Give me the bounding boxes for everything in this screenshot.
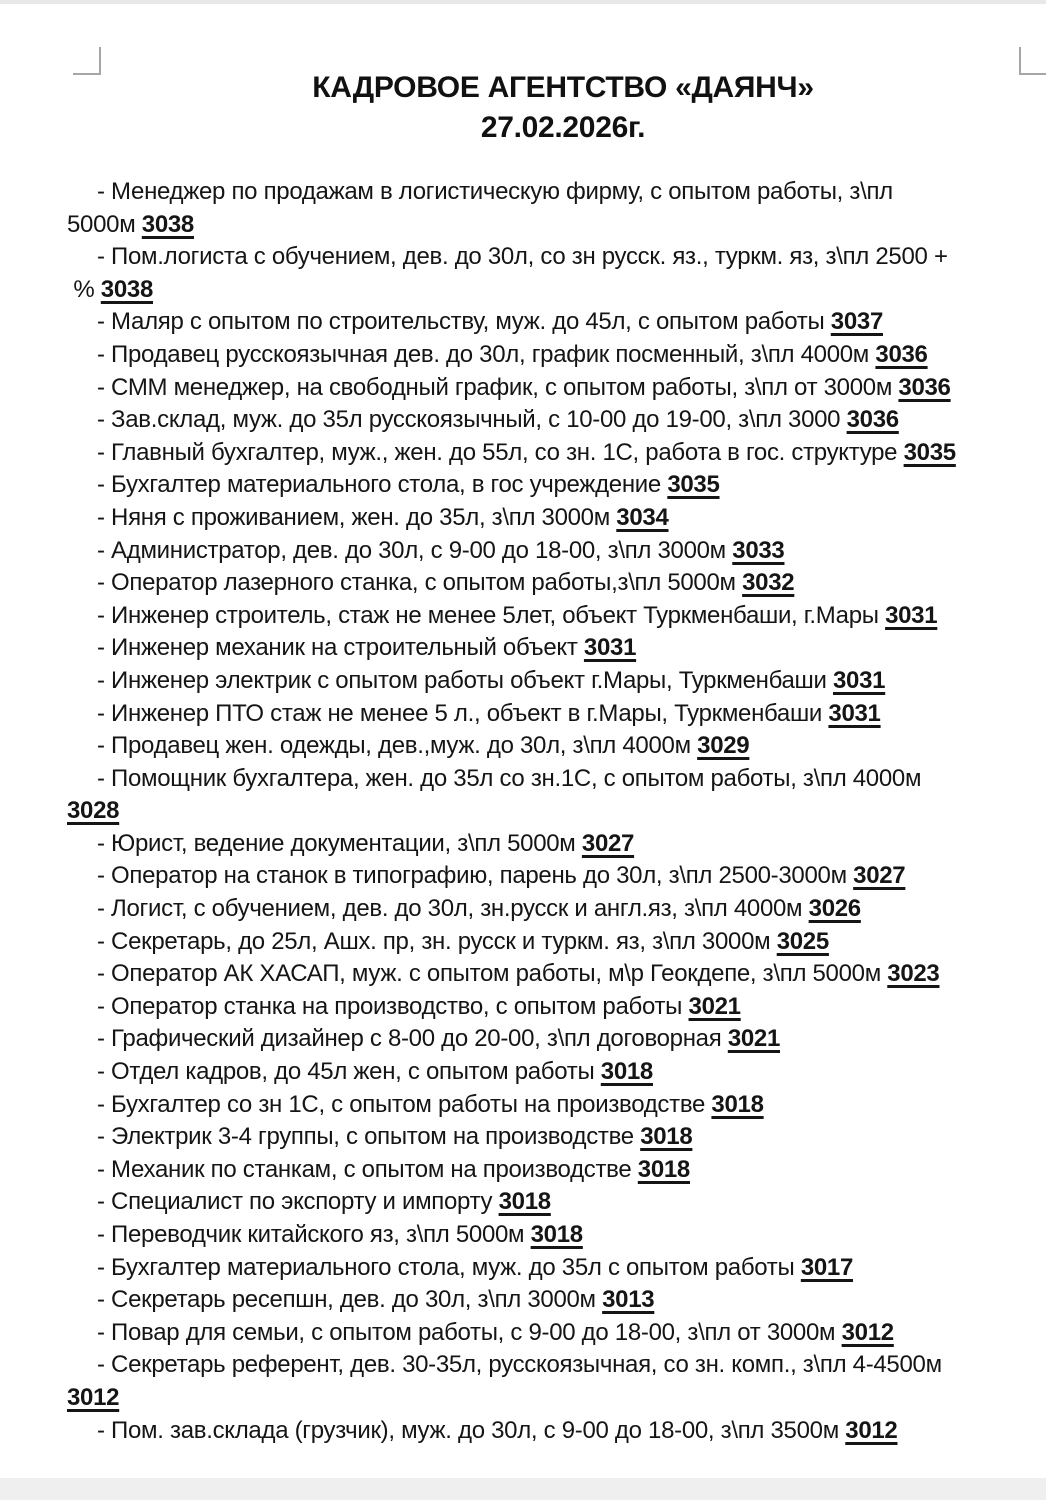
vacancy-text: - Оператор на станок в типографию, парень до 30л, з\пл 2500-3000м [97,862,847,890]
vacancy-line [67,535,1025,568]
vacancy-line [67,763,1025,796]
vacancy-item [67,1121,1025,1154]
vacancy-line [67,372,1025,405]
vacancy-line [67,1252,1025,1285]
vacancy-item [67,437,1025,470]
vacancy-code: 3012 [845,1416,898,1444]
vacancy-item [67,1186,1025,1219]
vacancy-text: - Секретарь, до 25л, Ашх. пр, зн. русск и туркм. яз, з\пл 3000м [97,927,771,955]
vacancy-text: - Логист, с обучением, дев. до 30л, зн.русск и англ.яз, з\пл 4000м [97,895,803,923]
vacancy-text: - Маляр с опытом по строительству, муж. до 45л, с опытом работы [97,308,825,336]
vacancy-line [67,860,1025,893]
vacancy-line [67,502,1025,535]
vacancy-item [67,241,1025,306]
vacancy-line [67,1154,1025,1187]
vacancy-item [67,372,1025,405]
vacancy-code: 3023 [887,960,940,988]
vacancy-text: - Повар для семьи, с опытом работы, с 9-00 до 18-00, з\пл от 3000м [97,1318,836,1346]
vacancy-item [67,1154,1025,1187]
vacancy-code: 3021 [688,992,741,1020]
vacancy-line [67,1121,1025,1154]
vacancy-code: 3034 [616,503,669,531]
vacancy-text: - Графический дизайнер с 8-00 до 20-00, з\пл договорная [97,1025,722,1053]
vacancy-line [67,926,1025,959]
vacancy-item [67,469,1025,502]
vacancy-text: - Няня с проживанием, жен. до 35л, з\пл 3000м [97,503,610,531]
vacancy-text: - Продавец русскоязычная дев. до 30л, график посменный, з\пл 4000м [97,340,870,368]
vacancy-code: 3035 [903,438,956,466]
vacancy-text: - Отдел кадров, до 45л жен, с опытом работы [97,1058,595,1086]
vacancy-code: 3026 [808,895,861,923]
vacancy-item [67,176,1025,241]
vacancy-item [67,600,1025,633]
vacancy-list [67,176,1025,1447]
vacancy-code: 3029 [697,732,750,760]
vacancy-line [67,339,1025,372]
vacancy-text: - Менеджер по продажам в логистическую фирму, с опытом работы, з\пл [97,178,893,205]
vacancy-item [67,404,1025,437]
vacancy-code: 3038 [141,210,194,238]
vacancy-text: - Зав.склад, муж. до 35л русскоязычный, с 10-00 до 19-00, з\пл 3000 [97,406,841,434]
vacancy-item [67,567,1025,600]
bottom-edge-strip [0,1478,1046,1500]
vacancy-code: 3012 [841,1318,894,1346]
vacancy-code: 3032 [742,569,795,597]
vacancy-item [67,502,1025,535]
vacancy-line [67,600,1025,633]
vacancy-text: - Секретарь ресепшн, дев. до 30л, з\пл 3000м [97,1286,596,1314]
vacancy-code: 3017 [800,1253,854,1281]
vacancy-line [67,795,1025,828]
vacancy-code: 3038 [100,275,153,303]
vacancy-code: 3012 [67,1383,120,1411]
vacancy-line [67,698,1025,731]
vacancy-item [67,632,1025,665]
vacancy-item [67,860,1025,893]
vacancy-line [67,274,1025,307]
vacancy-code: 3036 [846,406,899,434]
vacancy-text: - Оператор АК ХАСАП, муж. с опытом работы, м\р Геокдепе, з\пл 5000м [97,960,881,988]
vacancy-text: - Инженер строитель, стаж не менее 5лет, объект Туркменбаши, г.Мары [97,601,879,629]
vacancy-text: - Инженер электрик с опытом работы объект г.Мары, Туркменбаши [97,666,827,694]
vacancy-line [67,1219,1025,1252]
vacancy-text: - Продавец жен. одежды, дев.,муж. до 30л, з\пл 4000м [97,732,691,760]
vacancy-item [67,991,1025,1024]
vacancy-line [67,404,1025,437]
vacancy-text: - Механик по станкам, с опытом на производстве [97,1155,632,1183]
vacancy-line [67,632,1025,665]
vacancy-item [67,306,1025,339]
vacancy-text: - Секретарь референт, дев. 30-35л, русскоязычная, со зн. комп., з\пл 4-4500м [97,1351,942,1379]
vacancy-line [67,1089,1025,1122]
vacancy-text: - Юрист, ведение документации, з\пл 5000м [97,829,576,857]
vacancy-line [67,893,1025,926]
document-header [100,68,1026,148]
vacancy-line [67,828,1025,861]
vacancy-item [67,1349,1025,1414]
vacancy-line [67,1284,1025,1317]
vacancy-line [67,1349,1025,1382]
vacancy-line [67,1317,1025,1350]
vacancy-text: - Инженер ПТО стаж не менее 5 л., объект в г.Мары, Туркменбаши [97,699,823,727]
vacancy-item [67,1056,1025,1089]
vacancy-item [67,893,1025,926]
vacancy-code: 3018 [600,1058,653,1086]
vacancy-line [67,665,1025,698]
vacancy-line [67,469,1025,502]
vacancy-item [67,926,1025,959]
vacancy-code: 3031 [583,634,637,662]
vacancy-text: - Специалист по экспорту и импорту [97,1188,493,1216]
vacancy-code: 3028 [67,797,120,825]
vacancy-line [67,1382,1025,1415]
vacancy-item [67,1023,1025,1056]
vacancy-code: 3036 [898,373,951,401]
document-date: 27.02.2026г. [480,111,646,144]
vacancy-item [67,763,1025,828]
vacancy-code: 3018 [711,1090,764,1118]
vacancy-line [67,730,1025,763]
page-title: КАДРОВОЕ АГЕНТСТВО «ДАЯНЧ» [312,71,814,104]
vacancy-code: 3031 [828,699,881,727]
vacancy-item [67,828,1025,861]
vacancy-item [67,1089,1025,1122]
vacancy-text: - Бухгалтер со зн 1С, с опытом работы на производстве [97,1090,706,1118]
vacancy-text: - Переводчик китайского яз, з\пл 5000м [97,1221,525,1248]
vacancy-line [67,176,1025,209]
vacancy-item [67,1284,1025,1317]
vacancy-text: - Пом.логиста с обучением, дев. до 30л, со зн русск. яз., туркм. яз, з\пл 2500 + [97,243,948,271]
vacancy-code: 3018 [640,1123,693,1151]
vacancy-item [67,1219,1025,1252]
vacancy-text: - Главный бухгалтер, муж., жен. до 55л, со зн. 1С, работа в гос. структуре [97,438,898,466]
vacancy-code: 3031 [833,666,886,694]
vacancy-code: 3025 [776,927,829,955]
vacancy-text: % [67,275,95,303]
vacancy-line [67,1056,1025,1089]
vacancy-item [67,698,1025,731]
vacancy-code: 3031 [885,601,938,629]
vacancy-code: 3035 [667,471,720,499]
vacancy-text: - Бухгалтер материального стола, в гос учреждение [97,471,661,499]
vacancy-code: 3033 [732,536,785,564]
vacancy-line [67,958,1025,991]
vacancy-line [67,1023,1025,1056]
vacancy-code: 3027 [853,862,906,890]
text-boundary-corner-left-icon [73,47,101,75]
vacancy-item [67,535,1025,568]
vacancy-code: 3013 [602,1286,655,1314]
vacancy-item [67,1252,1025,1285]
vacancy-text: - Помощник бухгалтера, жен. до 35л со зн.1С, с опытом работы, з\пл 4000м [97,764,922,792]
vacancy-code: 3021 [727,1025,781,1053]
vacancy-code: 3018 [498,1188,551,1216]
vacancy-text: 5000м [67,210,136,238]
vacancy-item [67,958,1025,991]
vacancy-line [67,1186,1025,1219]
vacancy-code: 3036 [875,340,928,368]
vacancy-text: - Электрик 3-4 группы, с опытом на производстве [97,1123,634,1151]
vacancy-item [67,730,1025,763]
vacancy-line [67,209,1025,242]
vacancy-item [67,1317,1025,1350]
vacancy-line [67,991,1025,1024]
vacancy-line [67,1415,1025,1448]
vacancy-text: - Администратор, дев. до 30л, с 9-00 до 18-00, з\пл 3000м [97,536,726,564]
vacancy-code: 3027 [581,829,635,857]
vacancy-code: 3018 [637,1155,690,1183]
vacancy-text: - СММ менеджер, на свободный график, с опытом работы, з\пл от 3000м [97,373,893,401]
vacancy-text: - Пом. зав.склада (грузчик), муж. до 30л, с 9-00 до 18-00, з\пл 3500м [97,1416,839,1444]
vacancy-text: - Инженер механик на строительный объект [97,634,578,662]
vacancy-line [67,437,1025,470]
vacancy-line [67,306,1025,339]
vacancy-item [67,1415,1025,1448]
vacancy-item [67,339,1025,372]
top-edge-strip [0,0,1046,4]
vacancy-text: - Бухгалтер материального стола, муж. до 35л с опытом работы [97,1253,795,1281]
vacancy-code: 3037 [830,308,883,336]
vacancy-code: 3018 [530,1221,583,1248]
vacancy-text: - Оператор лазерного станка, с опытом работы,з\пл 5000м [97,569,736,597]
vacancy-item [67,665,1025,698]
vacancy-text: - Оператор станка на производство, с опытом работы [97,992,683,1020]
vacancy-line [67,241,1025,274]
vacancy-line [67,567,1025,600]
